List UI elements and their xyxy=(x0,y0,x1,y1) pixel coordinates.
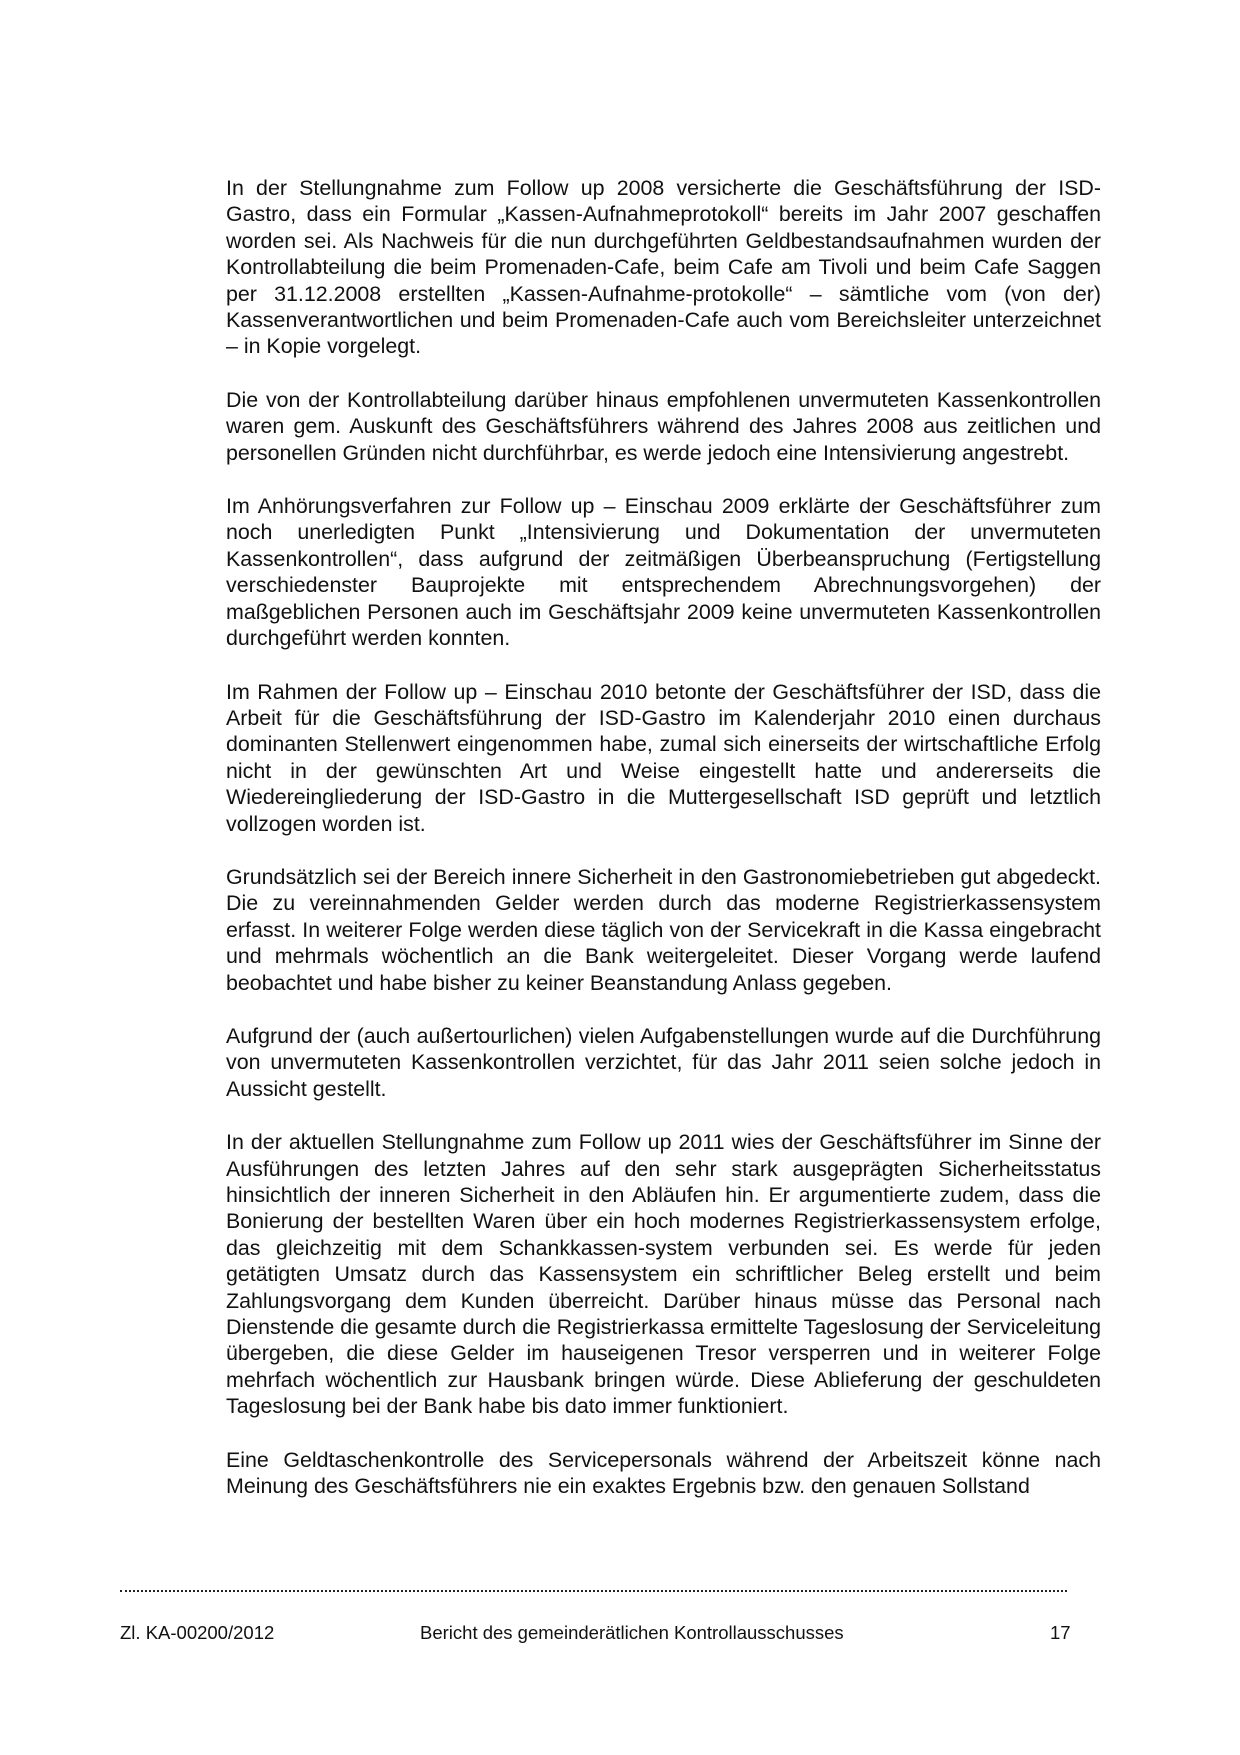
paragraph-3: Im Anhörungsverfahren zur Follow up – Einschau 2009 erklärte der Geschäftsführer zum noch unerledigten Punkt „Intensivierung und Dokumentation der unvermuteten Kassenkontrollen“, dass aufgrund der zeitmäßigen Überbeanspruchung (Fertigstellung verschiedenster Bauprojekte mit entsprechendem Abrechnungsvorgehen) der maßgeblichen Personen auch im Geschäftsjahr 2009 keine unvermuteten Kassenkontrollen durchgeführt werden konnten. xyxy=(226,494,1101,651)
paragraph-5: Grundsätzlich sei der Bereich innere Sicherheit in den Gastronomiebetrieben gut abgedeckt. Die zu vereinnahmenden Gelder werden durch das moderne Registrierkassensystem erfasst. In weiterer Folge werden diese täglich von der Servicekraft in die Kassa eingebracht und mehrmals wöchentlich an die Bank weitergeleitet. Dieser Vorgang werde laufend beobachtet und habe bisher zu keiner Beanstandung Anlass gegeben. xyxy=(226,864,1101,995)
paragraph-2: Die von der Kontrollabteilung darüber hinaus empfohlenen unvermuteten Kassenkontrollen waren gem. Auskunft des Geschäftsführers während des Jahres 2008 aus zeitlichen und personellen Gründen nicht durchführbar, es werde jedoch eine Intensivierung angestrebt. xyxy=(226,387,1101,465)
page-number: 17 xyxy=(1050,1622,1071,1643)
paragraph-1: In der Stellungnahme zum Follow up 2008 versicherte die Geschäftsführung der ISD-Gastro, dass ein Formular „Kassen-Aufnahmeprotokoll“ bereits im Jahr 2007 geschaffen worden sei. Als Nachweis für die nun durchgeführten Geldbestandsaufnahmen wurden der Kontrollabteilung die beim Promenaden-Cafe, beim Cafe am Tivoli und beim Cafe Saggen per 31.12.2008 erstellten „Kassen-Aufnahme-protokolle“ – sämtliche vom (von der) Kassenverantwortlichen und beim Promenaden-Cafe auch vom Bereichsleiter unterzeichnet – in Kopie vorgelegt. xyxy=(226,176,1101,359)
paragraph-4: Im Rahmen der Follow up – Einschau 2010 betonte der Geschäftsführer der ISD, dass die Arbeit für die Geschäftsführung der ISD-Gastro im Kalenderjahr 2010 einen durchaus dominanten Stellenwert eingenommen habe, zumal sich einerseits der wirtschaftliche Erfolg nicht in der gewünschten Art und Weise eingestellt hatte und andererseits die Wiedereingliederung der ISD-Gastro in die Muttergesellschaft ISD geprüft und letztlich vollzogen worden ist. xyxy=(226,679,1101,836)
paragraph-6: Aufgrund der (auch außertourlichen) vielen Aufgabenstellungen wurde auf die Durchführung von unvermuteten Kassenkontrollen verzichtet, für das Jahr 2011 seien solche jedoch in Aussicht gestellt. xyxy=(226,1023,1101,1101)
footer-divider xyxy=(120,1590,1067,1592)
footer-title: Bericht des gemeinderätlichen Kontrollausschusses xyxy=(420,1622,844,1643)
paragraph-7: In der aktuellen Stellungnahme zum Follow up 2011 wies der Geschäftsführer im Sinne der Ausführungen des letzten Jahres auf den sehr stark ausgeprägten Sicherheitsstatus hinsichtlich der inneren Sicherheit in den Abläufen hin. Er argumentierte zudem, dass die Bonierung der bestellten Waren über ein hoch modernes Registrierkassensystem erfolge, das gleichzeitig mit dem Schankkassen-system verbunden sei. Es werde für jeden getätigten Umsatz durch das Kassensystem ein schriftlicher Beleg erstellt und beim Zahlungsvorgang dem Kunden überreicht. Darüber hinaus müsse das Personal nach Dienstende die gesamte durch die Registrierkassa ermittelte Tageslosung der Serviceleitung übergeben, die diese Gelder im hauseigenen Tresor versperren und in weiterer Folge mehrfach wöchentlich zur Hausbank bringen würde. Diese Ablieferung der geschuldeten Tageslosung bei der Bank habe bis dato immer funktioniert. xyxy=(226,1130,1101,1419)
document-body xyxy=(226,175,1101,1526)
footer-reference: Zl. KA-00200/2012 xyxy=(120,1622,275,1643)
paragraph-8: Eine Geldtaschenkontrolle des Servicepersonals während der Arbeitszeit könne nach Meinung des Geschäftsführers nie ein exaktes Ergebnis bzw. den genauen Sollstand xyxy=(226,1447,1101,1499)
